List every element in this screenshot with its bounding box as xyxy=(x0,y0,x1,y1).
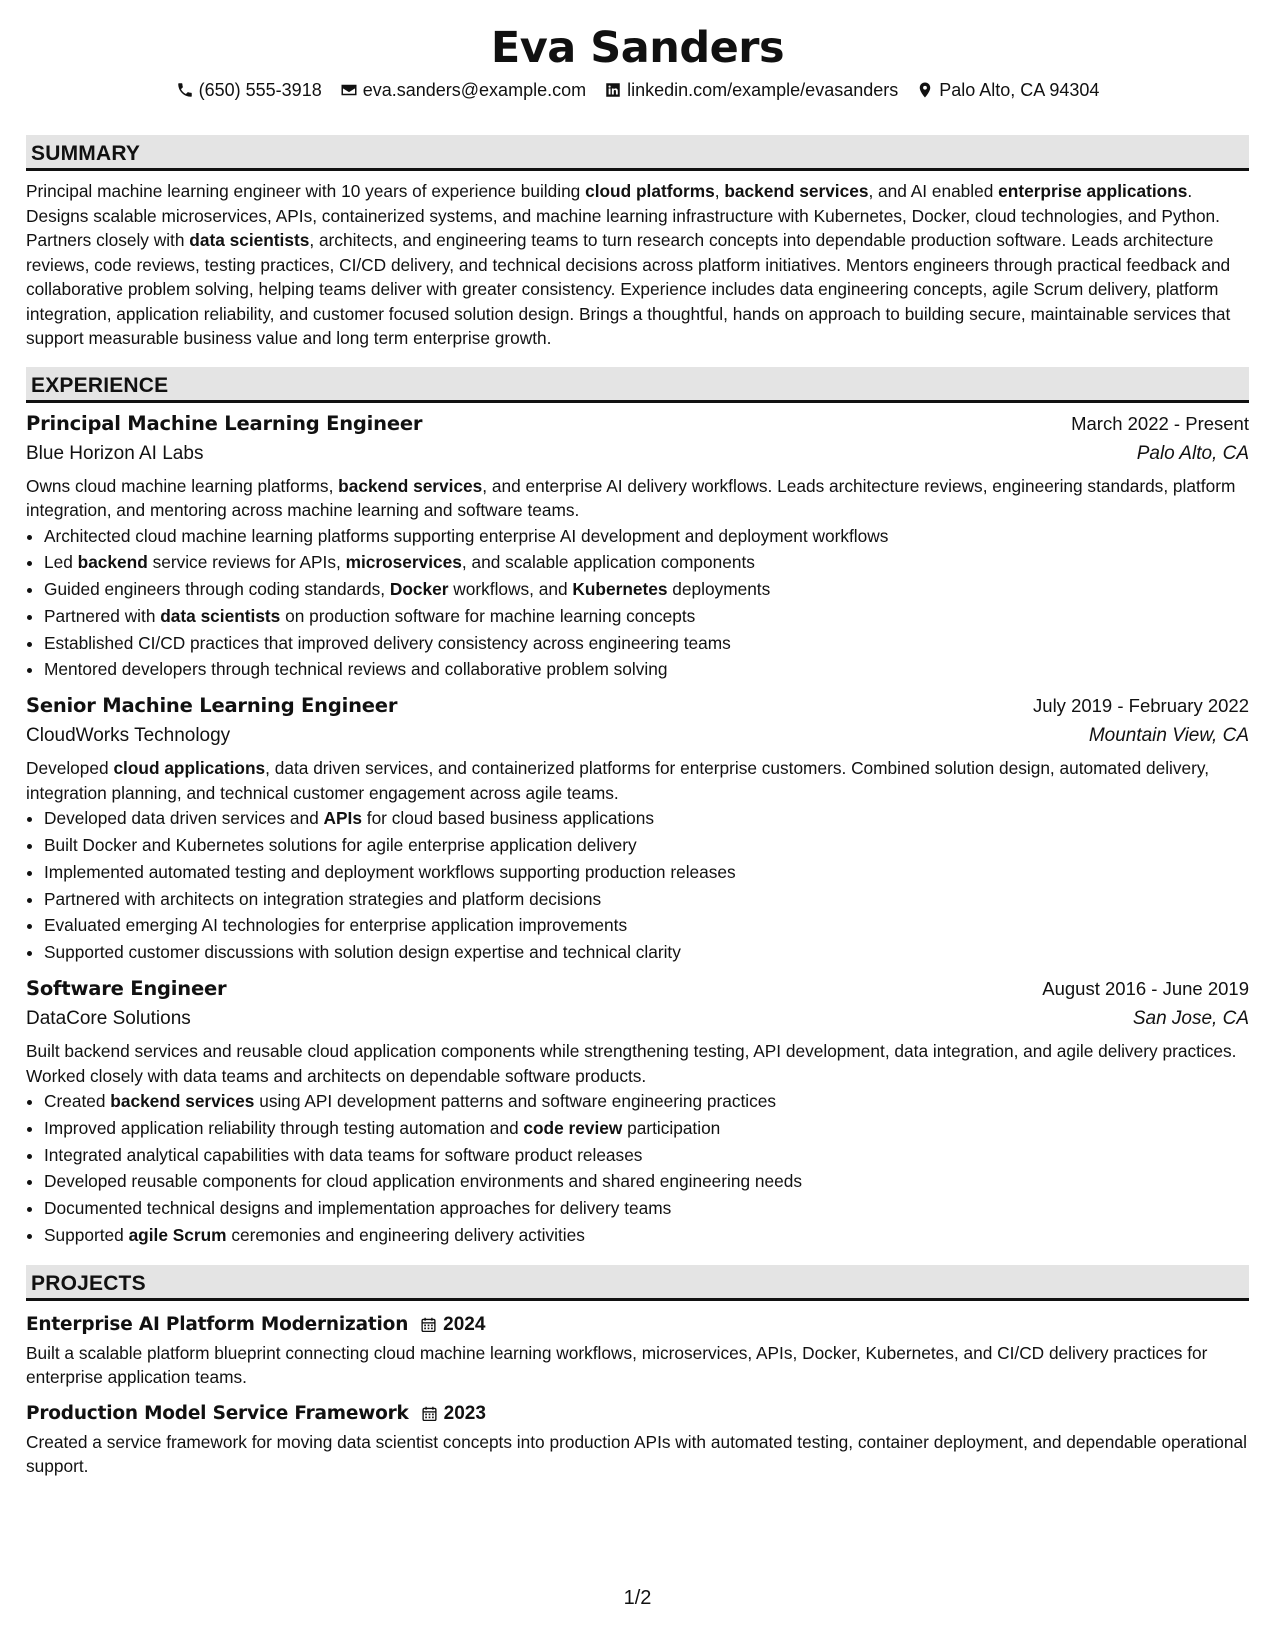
bullet-item: • Built Docker and Kubernetes solutions for agile enterprise application delivery xyxy=(44,832,1249,859)
bullet-item: • Partnered with data scientists on production software for machine learning concepts xyxy=(44,603,1249,630)
job-company-row xyxy=(26,721,1249,751)
job-title-row xyxy=(26,691,1249,721)
contact-location xyxy=(916,78,1099,102)
project-entry xyxy=(26,1400,1249,1479)
experience-list xyxy=(26,409,1249,1249)
job-title-row xyxy=(26,409,1249,439)
bullet-item: • Architected cloud machine learning platforms supporting enterprise AI development and deployment workflows xyxy=(44,523,1249,550)
contact-email[interactable] xyxy=(340,78,586,102)
job-title: Principal Machine Learning Engineer xyxy=(26,411,423,435)
projects-list xyxy=(26,1311,1249,1479)
project-date xyxy=(420,1314,485,1336)
candidate-name: Eva Sanders xyxy=(490,23,785,73)
project-date xyxy=(421,1403,486,1425)
bullet-item: • Evaluated emerging AI technologies for enterprise application improvements xyxy=(44,912,1249,939)
project-description: Created a service framework for moving data scientist concepts into production APIs with automated testing, container deployment, and dependable operational support. xyxy=(26,1431,1247,1477)
bullet-item: • Developed data driven services and APIs for cloud based business applications xyxy=(44,805,1249,832)
bullet-item: • Partnered with architects on integration strategies and platform decisions xyxy=(44,886,1249,913)
bullet-item: • Mentored developers through technical reviews and collaborative problem solving xyxy=(44,656,1249,683)
job-description: Developed cloud applications, data driven services, and containerized platforms for enterprise customers. Combined solution design, automated delivery, integration planning, and technical customer engagement across agile teams. xyxy=(26,758,1210,803)
job-company-row xyxy=(26,1004,1249,1034)
bullet-item: • Supported customer discussions with solution design expertise and technical clarity xyxy=(44,939,1249,966)
project-year: 2023 xyxy=(443,1402,486,1424)
linkedin-link[interactable]: linkedin.com/example/evasanders xyxy=(627,80,899,100)
bullet-item: • Guided engineers through coding standards, Docker workflows, and Kubernetes deployments xyxy=(44,576,1249,603)
bullet-item: • Supported agile Scrum ceremonies and engineering delivery activities xyxy=(44,1222,1249,1249)
contact-phone xyxy=(176,78,322,102)
map-pin-icon xyxy=(916,81,934,99)
linkedin-icon xyxy=(604,81,622,99)
envelope-icon xyxy=(340,81,358,99)
phone-text: (650) 555-3918 xyxy=(198,80,322,100)
project-title: Production Model Service Framework xyxy=(26,1402,409,1424)
job-title-row xyxy=(26,974,1249,1004)
job-bullets xyxy=(26,523,1249,684)
project-entry xyxy=(26,1311,1249,1390)
page-number: 1/2 xyxy=(623,1587,652,1609)
job-bullets xyxy=(26,805,1249,966)
resume-header xyxy=(26,0,1249,102)
job-dates: August 2016 - June 2019 xyxy=(1042,978,1249,1000)
job-bullets xyxy=(26,1088,1249,1249)
job-title: Senior Machine Learning Engineer xyxy=(26,694,398,718)
job-description: Owns cloud machine learning platforms, backend services, and enterprise AI delivery workflows. Leads architecture reviews, engineering standards, platform integration, and mentoring across machine learning and software teams. xyxy=(26,475,1236,520)
contact-info xyxy=(26,78,1249,102)
projects-heading: PROJECTS xyxy=(26,1265,1249,1301)
job-dates: March 2022 - Present xyxy=(1071,412,1249,434)
bullet-item: • Documented technical designs and implementation approaches for delivery teams xyxy=(44,1195,1249,1222)
phone-icon xyxy=(176,81,194,99)
bullet-item: • Developed reusable components for cloud application environments and shared engineering needs xyxy=(44,1168,1249,1195)
job-dates: July 2019 - February 2022 xyxy=(1033,695,1249,717)
company-name: Blue Horizon AI Labs xyxy=(26,442,204,464)
calendar-icon xyxy=(420,1316,437,1334)
summary-heading: SUMMARY xyxy=(26,135,1249,171)
contact-linkedin[interactable] xyxy=(604,78,898,102)
project-title-row xyxy=(26,1400,1249,1428)
summary-text: Principal machine learning engineer with 10 years of experience building cloud platforms, backend services, and AI enabled enterprise applications. Designs scalable microservices, APIs, containerized systems, and machine learning infrastructure with Kubernetes, Docker, cloud technologies, and Python. Partners closely with data scientists, architects, and engineering teams to turn research concepts into dependable production software. Leads architecture reviews, code reviews, testing practices, CI/CD delivery, and technical decisions across platform initiatives. Mentors engineers through practical feedback and collaborative problem solving, helping teams deliver with greater consistency. Experience includes data engineering concepts, agile Scrum delivery, platform integration, application reliability, and customer focused solution design. Brings a thoughtful, hands on approach to building secure, maintainable services that support measurable business value and long term enterprise growth. xyxy=(26,181,1231,348)
company-name: DataCore Solutions xyxy=(26,1008,191,1030)
bullet-item: • Implemented automated testing and deployment workflows supporting production releases xyxy=(44,859,1249,886)
bullet-item: • Led backend service reviews for APIs, microservices, and scalable application components xyxy=(44,549,1249,576)
company-name: CloudWorks Technology xyxy=(26,725,231,747)
email-link[interactable]: eva.sanders@example.com xyxy=(362,80,587,100)
job-location: Palo Alto, CA xyxy=(1136,442,1249,464)
project-description: Built a scalable platform blueprint connecting cloud machine learning workflows, microservices, APIs, Docker, Kubernetes, and CI/CD delivery practices for enterprise application teams. xyxy=(26,1342,1208,1388)
job-entry xyxy=(26,409,1249,684)
job-company-row xyxy=(26,439,1249,469)
job-location: Mountain View, CA xyxy=(1088,725,1249,747)
job-description: Built backend services and reusable cloud application components while strengthening testing, API development, data integration, and agile delivery practices. Worked closely with data teams and architects on dependable software products. xyxy=(26,1041,1237,1086)
job-title: Software Engineer xyxy=(26,977,227,1001)
project-title: Enterprise AI Platform Modernization xyxy=(26,1313,409,1335)
location-text: Palo Alto, CA 94304 xyxy=(939,80,1100,100)
job-location: San Jose, CA xyxy=(1132,1008,1249,1030)
bullet-item: • Established CI/CD practices that improved delivery consistency across engineering teams xyxy=(44,630,1249,657)
bullet-item: • Integrated analytical capabilities with data teams for software product releases xyxy=(44,1142,1249,1169)
project-year: 2024 xyxy=(443,1313,486,1335)
bullet-item: • Improved application reliability through testing automation and code review participation xyxy=(44,1115,1249,1142)
job-entry xyxy=(26,974,1249,1249)
calendar-icon xyxy=(421,1405,438,1423)
project-title-row xyxy=(26,1311,1249,1339)
job-entry xyxy=(26,691,1249,966)
bullet-item: • Created backend services using API development patterns and software engineering practices xyxy=(44,1088,1249,1115)
experience-heading: EXPERIENCE xyxy=(26,367,1249,403)
